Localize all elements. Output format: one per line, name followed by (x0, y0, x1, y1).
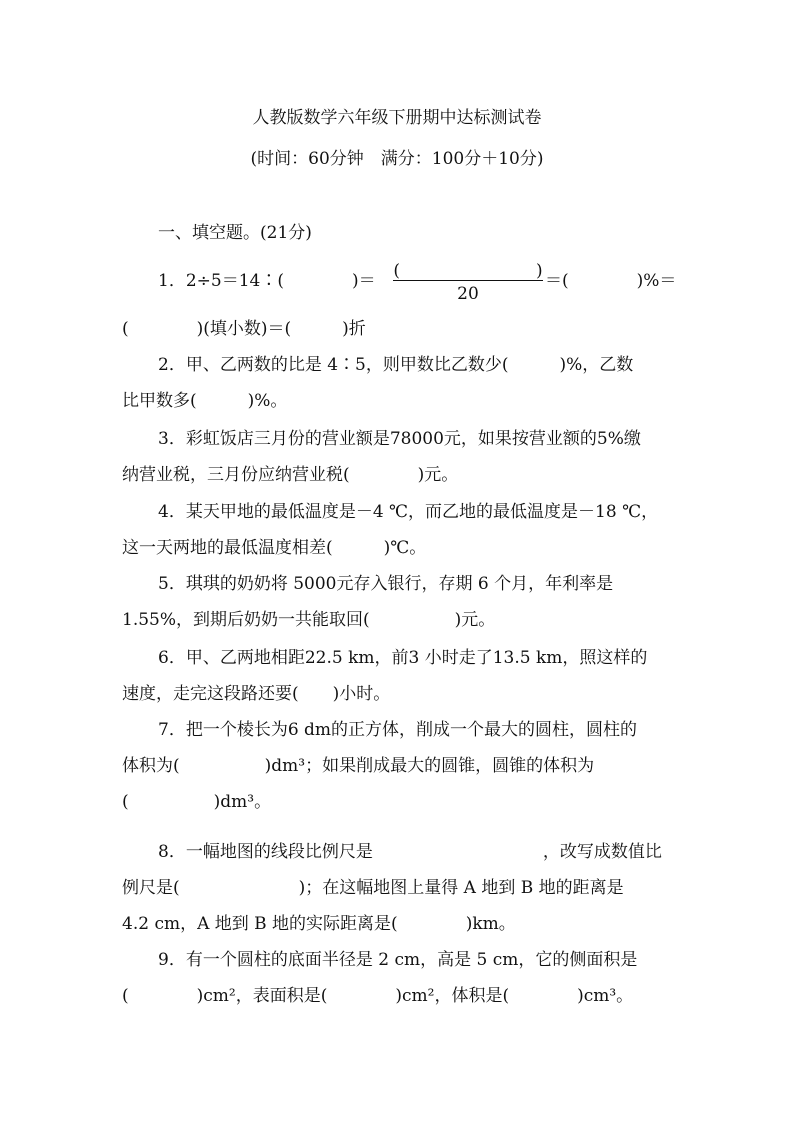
q2-line2: 比甲数多( )%。 (122, 391, 288, 411)
q8-line2: 例尺是( )；在这幅地图上量得 A 地到 B 地的距离是 (122, 878, 624, 898)
q1-line2: ( )(填小数)＝( )折 (122, 319, 366, 339)
q9-line1: 9．有一个圆柱的底面半径是 2 cm，高是 5 cm，它的侧面积是 (158, 950, 638, 970)
q8-line1: 8．一幅地图的线段比例尺是 ，改写成数值比 (158, 842, 662, 862)
q3-line2: 纳营业税，三月份应纳营业税( )元。 (122, 465, 459, 485)
q5-line1: 5．琪琪的奶奶将 5000元存入银行，存期 6 个月，年利率是 (158, 574, 614, 594)
q4-line2: 这一天两地的最低温度相差( )℃。 (122, 538, 427, 558)
q1-fraction (393, 256, 543, 308)
q7-line2: 体积为( )dm³；如果削成最大的圆锥，圆锥的体积为 (122, 756, 595, 776)
page-title: 人教版数学六年级下册期中达标测试卷 (252, 108, 542, 128)
section-heading: 一、填空题。(21分) (158, 223, 312, 243)
q4-line1: 4．某天甲地的最低温度是－4 ℃，而乙地的最低温度是－18 ℃， (158, 502, 659, 522)
q1-line1-end: ＝( )%＝ (545, 271, 677, 291)
fraction-denominator: 20 (457, 284, 479, 304)
q3-line1: 3．彩虹饭店三月份的营业额是78000元，如果按营业额的5%缴 (158, 429, 641, 449)
q1-line1-start: 1．2÷5＝14∶( )＝ (158, 271, 376, 291)
q5-line2: 1.55%，到期后奶奶一共能取回( )元。 (122, 610, 496, 630)
q7-line1: 7．把一个棱长为6 dm的正方体，削成一个最大的圆柱，圆柱的 (158, 720, 638, 740)
q7-line3: ( )dm³。 (122, 792, 272, 812)
q8-line3: 4.2 cm，A 地到 B 地的实际距离是( )km。 (122, 914, 516, 934)
page-subtitle: (时间：60分钟 满分：100分＋10分) (250, 149, 544, 169)
fraction-numerator: ( ) (393, 261, 543, 281)
q6-line2: 速度，走完这段路还要( )小时。 (122, 684, 391, 704)
q2-line1: 2．甲、乙两数的比是 4∶5，则甲数比乙数少( )%，乙数 (158, 355, 634, 375)
q9-line2: ( )cm²，表面积是( )cm²，体积是( )cm³。 (122, 986, 634, 1006)
q6-line1: 6．甲、乙两地相距22.5 km，前3 小时走了13.5 km，照这样的 (158, 648, 648, 668)
fraction-bar (393, 280, 543, 281)
